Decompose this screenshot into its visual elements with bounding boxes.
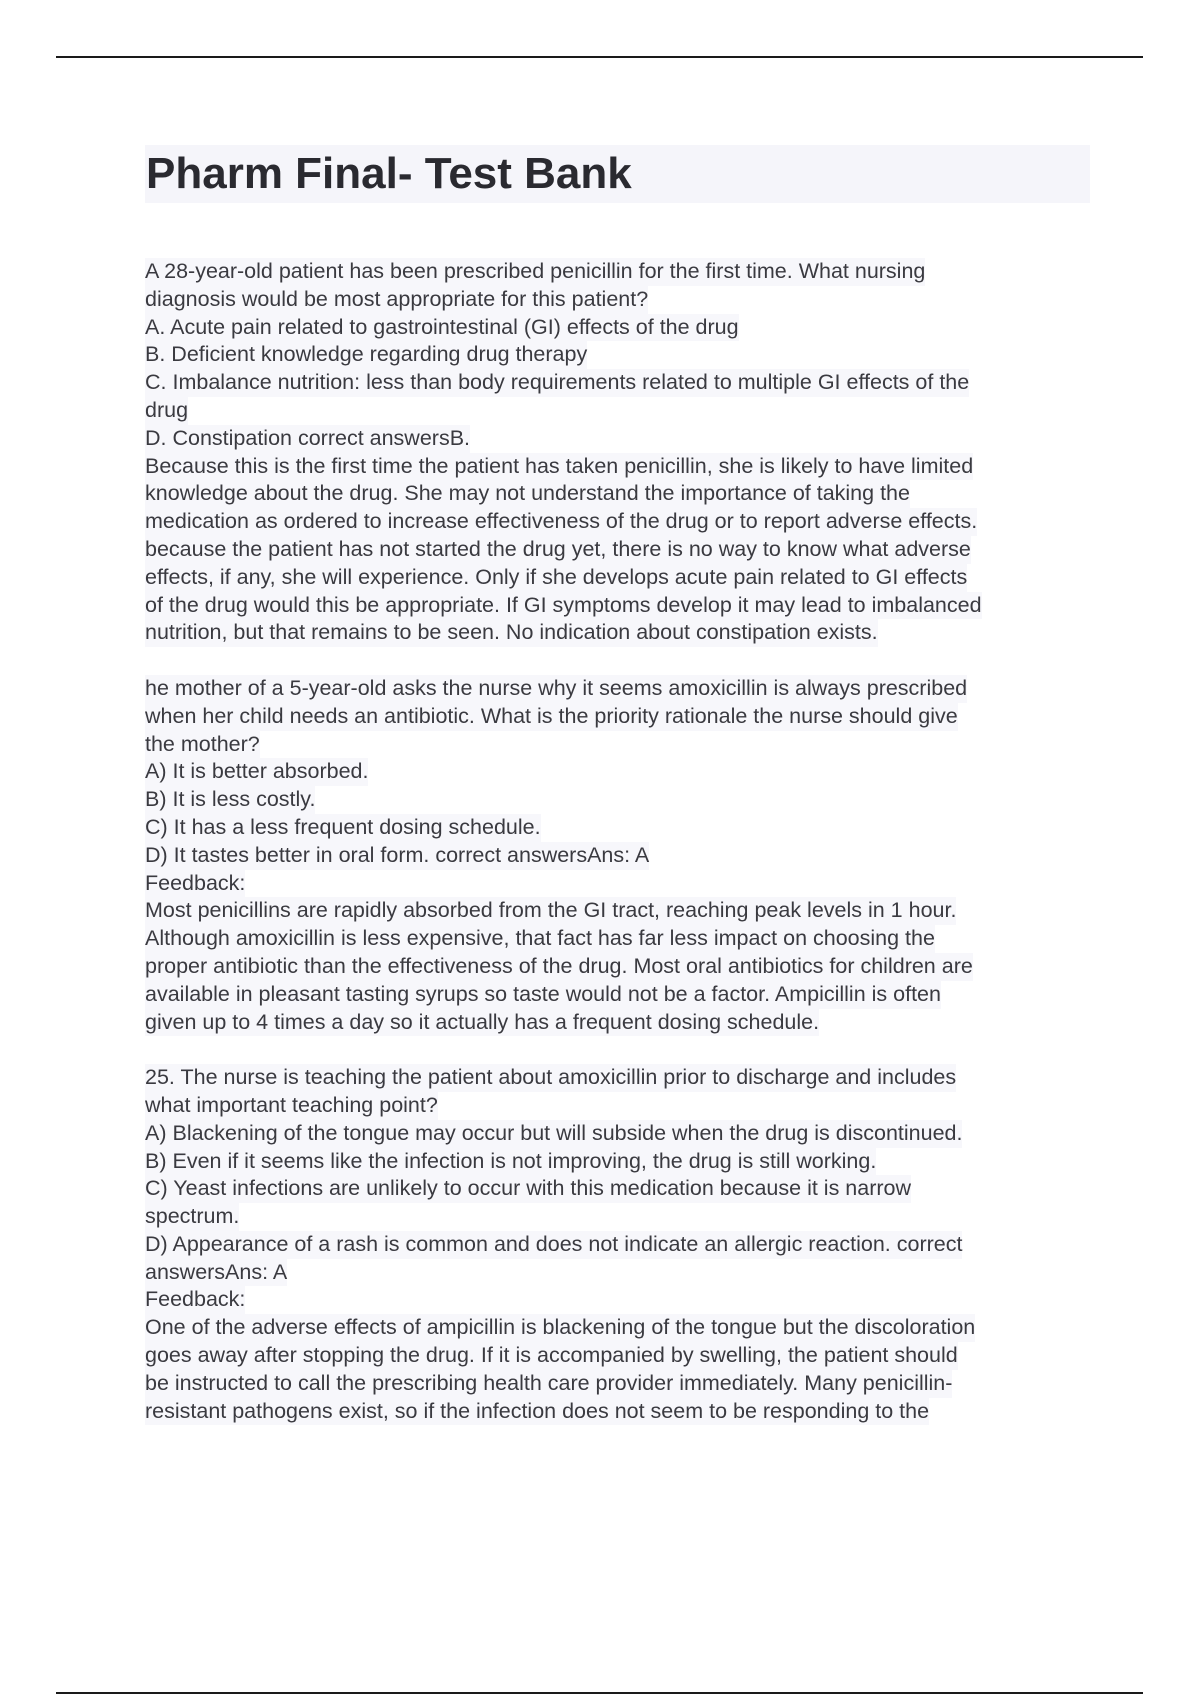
text-line: D) It tastes better in oral form. correct answersAns: A [145, 842, 649, 870]
text-line: 25. The nurse is teaching the patient about amoxicillin prior to discharge and includes [145, 1064, 956, 1092]
text-line: spectrum. [145, 1203, 239, 1231]
text-line: A) It is better absorbed. [145, 758, 368, 786]
text-line: A 28-year-old patient has been prescribed penicillin for the first time. What nursing [145, 258, 925, 286]
title-band [145, 145, 1090, 203]
text-line: One of the adverse effects of ampicillin is blackening of the tongue but the discoloration [145, 1314, 975, 1342]
text-line: diagnosis would be most appropriate for this patient? [145, 286, 648, 314]
text-line: resistant pathogens exist, so if the infection does not seem to be responding to the [145, 1398, 929, 1426]
text-line: Feedback: [145, 1286, 245, 1314]
text-line: Feedback: [145, 870, 245, 898]
text-line: Because this is the first time the patient has taken penicillin, she is likely to have limited [145, 453, 973, 481]
text-line: because the patient has not started the drug yet, there is no way to know what adverse [145, 536, 971, 564]
text-line: medication as ordered to increase effectiveness of the drug or to report adverse effects. [145, 508, 977, 536]
text-line: proper antibiotic than the effectiveness of the drug. Most oral antibiotics for children are [145, 953, 973, 981]
top-rule [56, 56, 1143, 58]
text-line: D) Appearance of a rash is common and does not indicate an allergic reaction. correct [145, 1231, 962, 1259]
text-line: B) Even if it seems like the infection is not improving, the drug is still working. [145, 1148, 876, 1176]
text-line: C. Imbalance nutrition: less than body requirements related to multiple GI effects of the [145, 369, 969, 397]
text-line: B) It is less costly. [145, 786, 315, 814]
text-line: what important teaching point? [145, 1092, 438, 1120]
text-line: knowledge about the drug. She may not understand the importance of taking the [145, 480, 910, 508]
bottom-rule [56, 1692, 1143, 1694]
text-line: A) Blackening of the tongue may occur but will subside when the drug is discontinued. [145, 1120, 962, 1148]
text-line: A. Acute pain related to gastrointestinal (GI) effects of the drug [145, 314, 739, 342]
text-line: the mother? [145, 731, 260, 759]
text-line: Most penicillins are rapidly absorbed from the GI tract, reaching peak levels in 1 hour. [145, 897, 956, 925]
text-line: C) Yeast infections are unlikely to occur with this medication because it is narrow [145, 1175, 911, 1203]
text-line: he mother of a 5-year-old asks the nurse why it seems amoxicillin is always prescribed [145, 675, 967, 703]
question-block-2 [145, 675, 1090, 1036]
text-line: Although amoxicillin is less expensive, that fact has far less impact on choosing the [145, 925, 935, 953]
text-line: C) It has a less frequent dosing schedule. [145, 814, 541, 842]
text-line: drug [145, 397, 188, 425]
text-line: goes away after stopping the drug. If it is accompanied by swelling, the patient should [145, 1342, 958, 1370]
text-line: when her child needs an antibiotic. What is the priority rationale the nurse should give [145, 703, 958, 731]
text-line: nutrition, but that remains to be seen. No indication about constipation exists. [145, 619, 878, 647]
text-line: answersAns: A [145, 1259, 287, 1287]
text-line: D. Constipation correct answersB. [145, 425, 470, 453]
question-block-3 [145, 1064, 1090, 1425]
text-line: B. Deficient knowledge regarding drug therapy [145, 341, 587, 369]
text-line: available in pleasant tasting syrups so taste would not be a factor. Ampicillin is often [145, 981, 941, 1009]
question-block-1 [145, 258, 1090, 647]
text-line: of the drug would this be appropriate. If GI symptoms develop it may lead to imbalanced [145, 592, 982, 620]
page-content [145, 145, 1090, 1453]
text-line: effects, if any, she will experience. Only if she develops acute pain related to GI effects [145, 564, 967, 592]
text-line: be instructed to call the prescribing health care provider immediately. Many penicillin- [145, 1370, 952, 1398]
text-line: given up to 4 times a day so it actually has a frequent dosing schedule. [145, 1009, 819, 1037]
page-title: Pharm Final- Test Bank [146, 149, 632, 198]
